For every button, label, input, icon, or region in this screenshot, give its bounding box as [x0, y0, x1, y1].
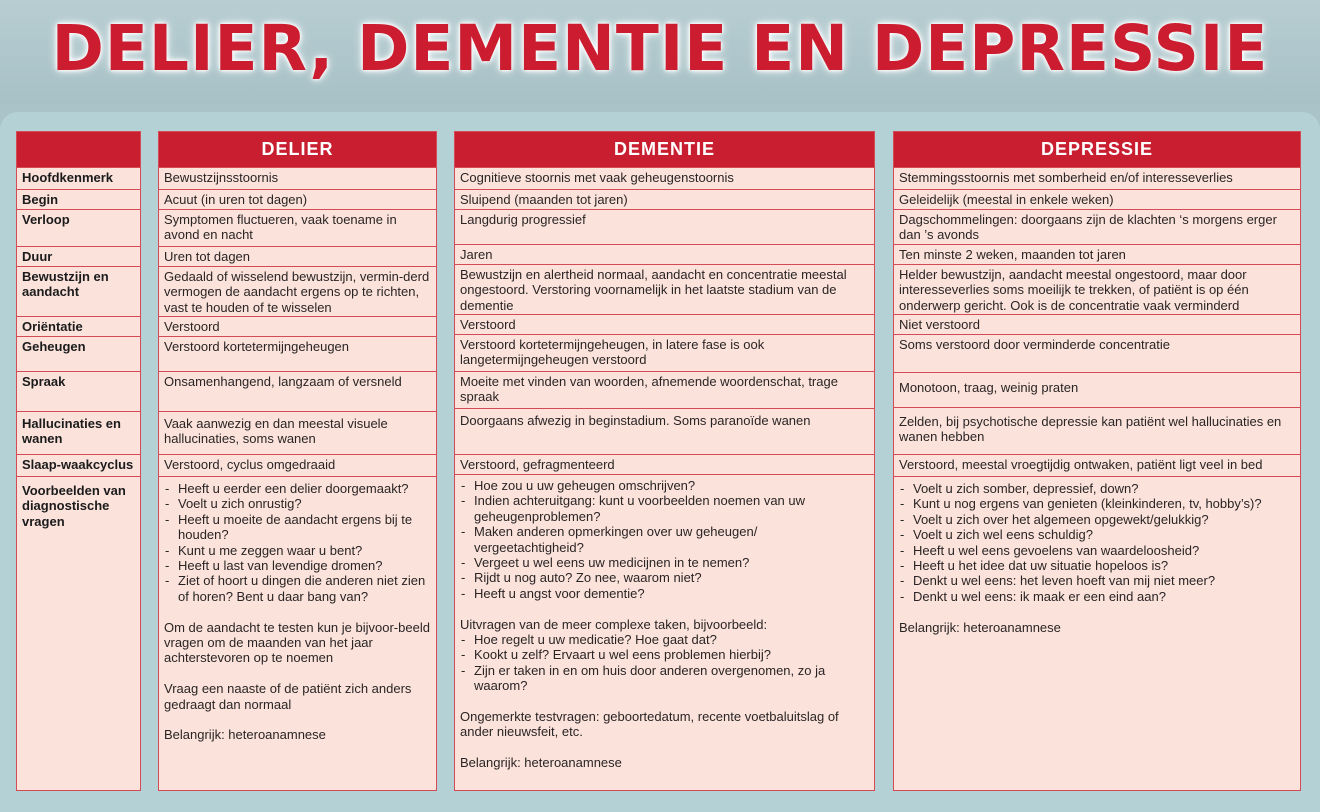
depressie-hoofdkenmerk: Stemmingsstoornis met somberheid en/of interesseverlies [894, 167, 1300, 189]
dementie-orientatie: Verstoord [455, 314, 874, 334]
list-item: - Voelt u zich over het algemeen opgewekt/gelukkig? [899, 512, 1295, 527]
dementie-testvragen: Ongemerkte testvragen: geboortedatum, recente voetbaluitslag of ander nieuwsfeit, etc. [460, 709, 839, 740]
label-hallucinaties: Hallucinaties en wanen [17, 411, 140, 454]
list-item: - Denkt u wel eens: het leven hoeft van mij niet meer? [899, 573, 1295, 588]
dementie-duur: Jaren [455, 244, 874, 264]
dementie-vragen [455, 474, 874, 776]
page-title: DELIER, DEMENTIE EN DEPRESSIE [51, 12, 1269, 85]
label-geheugen: Geheugen [17, 336, 140, 371]
list-item: - Hoe regelt u uw medicatie? Hoe gaat dat? [460, 632, 869, 647]
list-item: - Hoe zou u uw geheugen omschrijven? [460, 478, 869, 493]
depressie-bewustzijn: Helder bewustzijn, aandacht meestal ongestoord, maar door interesseverlies soms moeilijk te trekken, of patiënt is op één onderwerp gericht. Ook is de concentratie vaak verminderd [894, 264, 1300, 314]
column-depressie [893, 131, 1301, 791]
list-item: - Heeft u wel eens gevoelens van waardeloosheid? [899, 543, 1295, 558]
column-dementie [454, 131, 875, 791]
delier-naaste-note: Vraag een naaste of de patiënt zich anders gedraagt dan normaal [164, 681, 412, 712]
column-header-dementie: DEMENTIE [455, 132, 874, 167]
delier-belangrijk-note: Belangrijk: heteroanamnese [164, 727, 326, 743]
delier-verloop: Symptomen fluctueren, vaak toename in avond en nacht [159, 209, 436, 246]
delier-aandacht-test: Om de aandacht te testen kun je bijvoor-beeld vragen om de maanden van het jaar achterstevoren op te noemen [164, 619, 430, 666]
delier-spraak: Onsamenhangend, langzaam of versneld [159, 371, 436, 411]
list-item: - Voelt u zich wel eens schuldig? [899, 527, 1295, 542]
list-item: - Denkt u wel eens: ik maak er een eind aan? [899, 589, 1295, 604]
depressie-begin: Geleidelijk (meestal in enkele weken) [894, 189, 1300, 209]
delier-question-list [164, 481, 431, 604]
delier-geheugen: Verstoord kortetermijngeheugen [159, 336, 436, 371]
list-item: - Rijdt u nog auto? Zo nee, waarom niet? [460, 570, 869, 585]
dementie-verloop: Langdurig progressief [455, 209, 874, 244]
dementie-uitvragen-list [460, 632, 869, 694]
label-begin: Begin [17, 189, 140, 209]
depressie-slaap: Verstoord, meestal vroegtijdig ontwaken, patiënt ligt veel in bed [894, 454, 1300, 476]
column-header-delier: DELIER [159, 132, 436, 167]
depressie-hallucinaties: Zelden, bij psychotische depressie kan patiënt wel hallucinaties en wanen hebben [894, 407, 1300, 454]
delier-slaap: Verstoord, cyclus omgedraaid [159, 454, 436, 476]
delier-begin: Acuut (in uren tot dagen) [159, 189, 436, 209]
list-item: - Kookt u zelf? Ervaart u wel eens problemen hierbij? [460, 647, 869, 662]
dementie-spraak: Moeite met vinden van woorden, afnemende woordenschat, trage spraak [455, 371, 874, 408]
list-item: - Heeft u moeite de aandacht ergens bij te houden? [164, 512, 431, 543]
depressie-verloop: Dagschommelingen: doorgaans zijn de klachten ‘s morgens erger dan ’s avonds [894, 209, 1300, 244]
dementie-bewustzijn: Bewustzijn en alertheid normaal, aandacht en concentratie meestal ongestoord. Verstoring voornamelijk in het laatste stadium van de dementie [455, 264, 874, 314]
label-duur: Duur [17, 246, 140, 266]
list-item: - Voelt u zich onrustig? [164, 496, 431, 511]
label-bewustzijn: Bewustzijn en aandacht [17, 266, 140, 316]
delier-bewustzijn: Gedaald of wisselend bewustzijn, vermin-derd vermogen de aandacht ergens op te richten, vast te houden of te wisselen [159, 266, 436, 316]
dementie-begin: Sluipend (maanden tot jaren) [455, 189, 874, 209]
list-item: - Kunt u nog ergens van genieten (kleinkinderen, tv, hobby’s)? [899, 496, 1295, 511]
list-item: - Zijn er taken in en om huis door anderen overgenomen, zo ja waarom? [460, 663, 869, 694]
dementie-hallucinaties: Doorgaans afwezig in beginstadium. Soms paranoïde wanen [455, 408, 874, 454]
label-spraak: Spraak [17, 371, 140, 411]
depressie-belangrijk-note: Belangrijk: heteroanamnese [899, 619, 1061, 635]
dementie-hoofdkenmerk: Cognitieve stoornis met vaak geheugenstoornis [455, 167, 874, 189]
label-verloop: Verloop [17, 209, 140, 246]
list-item: - Heeft u last van levendige dromen? [164, 558, 431, 573]
list-item: - Indien achteruitgang: kunt u voorbeelden noemen van uw geheugenproblemen? [460, 493, 869, 524]
list-item: - Vergeet u wel eens uw medicijnen in te nemen? [460, 555, 869, 570]
delier-hoofdkenmerk: Bewustzijnsstoornis [159, 167, 436, 189]
dementie-slaap: Verstoord, gefragmenteerd [455, 454, 874, 474]
depressie-orientatie: Niet verstoord [894, 314, 1300, 334]
list-item: - Voelt u zich somber, depressief, down? [899, 481, 1295, 496]
delier-vragen [159, 476, 436, 776]
label-hoofdkenmerk: Hoofdkenmerk [17, 167, 140, 189]
depressie-spraak: Monotoon, traag, weinig praten [894, 372, 1300, 407]
list-item: - Heeft u eerder een delier doorgemaakt? [164, 481, 431, 496]
list-item: - Kunt u me zeggen waar u bent? [164, 543, 431, 558]
list-item: - Maken anderen opmerkingen over uw geheugen/ vergeetachtigheid? [460, 524, 869, 555]
dementie-belangrijk-note: Belangrijk: heteroanamnese [460, 755, 622, 771]
label-voorbeelden: Voorbeelden van diagnostische vragen [17, 476, 140, 776]
delier-hallucinaties: Vaak aanwezig en dan meestal visuele hallucinaties, soms wanen [159, 411, 436, 454]
label-column [16, 131, 141, 791]
dementie-uitvragen-intro: Uitvragen van de meer complexe taken, bijvoorbeeld: [460, 616, 768, 632]
delier-orientatie: Verstoord [159, 316, 436, 336]
list-item: - Heeft u het idee dat uw situatie hopeloos is? [899, 558, 1295, 573]
depressie-question-list [899, 481, 1295, 604]
depressie-geheugen: Soms verstoord door verminderde concentratie [894, 334, 1300, 372]
dementie-question-list [460, 478, 869, 601]
depressie-duur: Ten minste 2 weken, maanden tot jaren [894, 244, 1300, 264]
column-delier [158, 131, 437, 791]
label-column-header [17, 132, 140, 167]
dementie-geheugen: Verstoord kortetermijngeheugen, in latere fase is ook langetermijngeheugen verstoord [455, 334, 874, 371]
list-item: - Heeft u angst voor dementie? [460, 586, 869, 601]
depressie-vragen [894, 476, 1300, 776]
delier-duur: Uren tot dagen [159, 246, 436, 266]
column-header-depressie: DEPRESSIE [894, 132, 1300, 167]
list-item: - Ziet of hoort u dingen die anderen niet zien of horen? Bent u daar bang van? [164, 573, 431, 604]
label-orientatie: Oriëntatie [17, 316, 140, 336]
label-slaap: Slaap-waakcyclus [17, 454, 140, 476]
